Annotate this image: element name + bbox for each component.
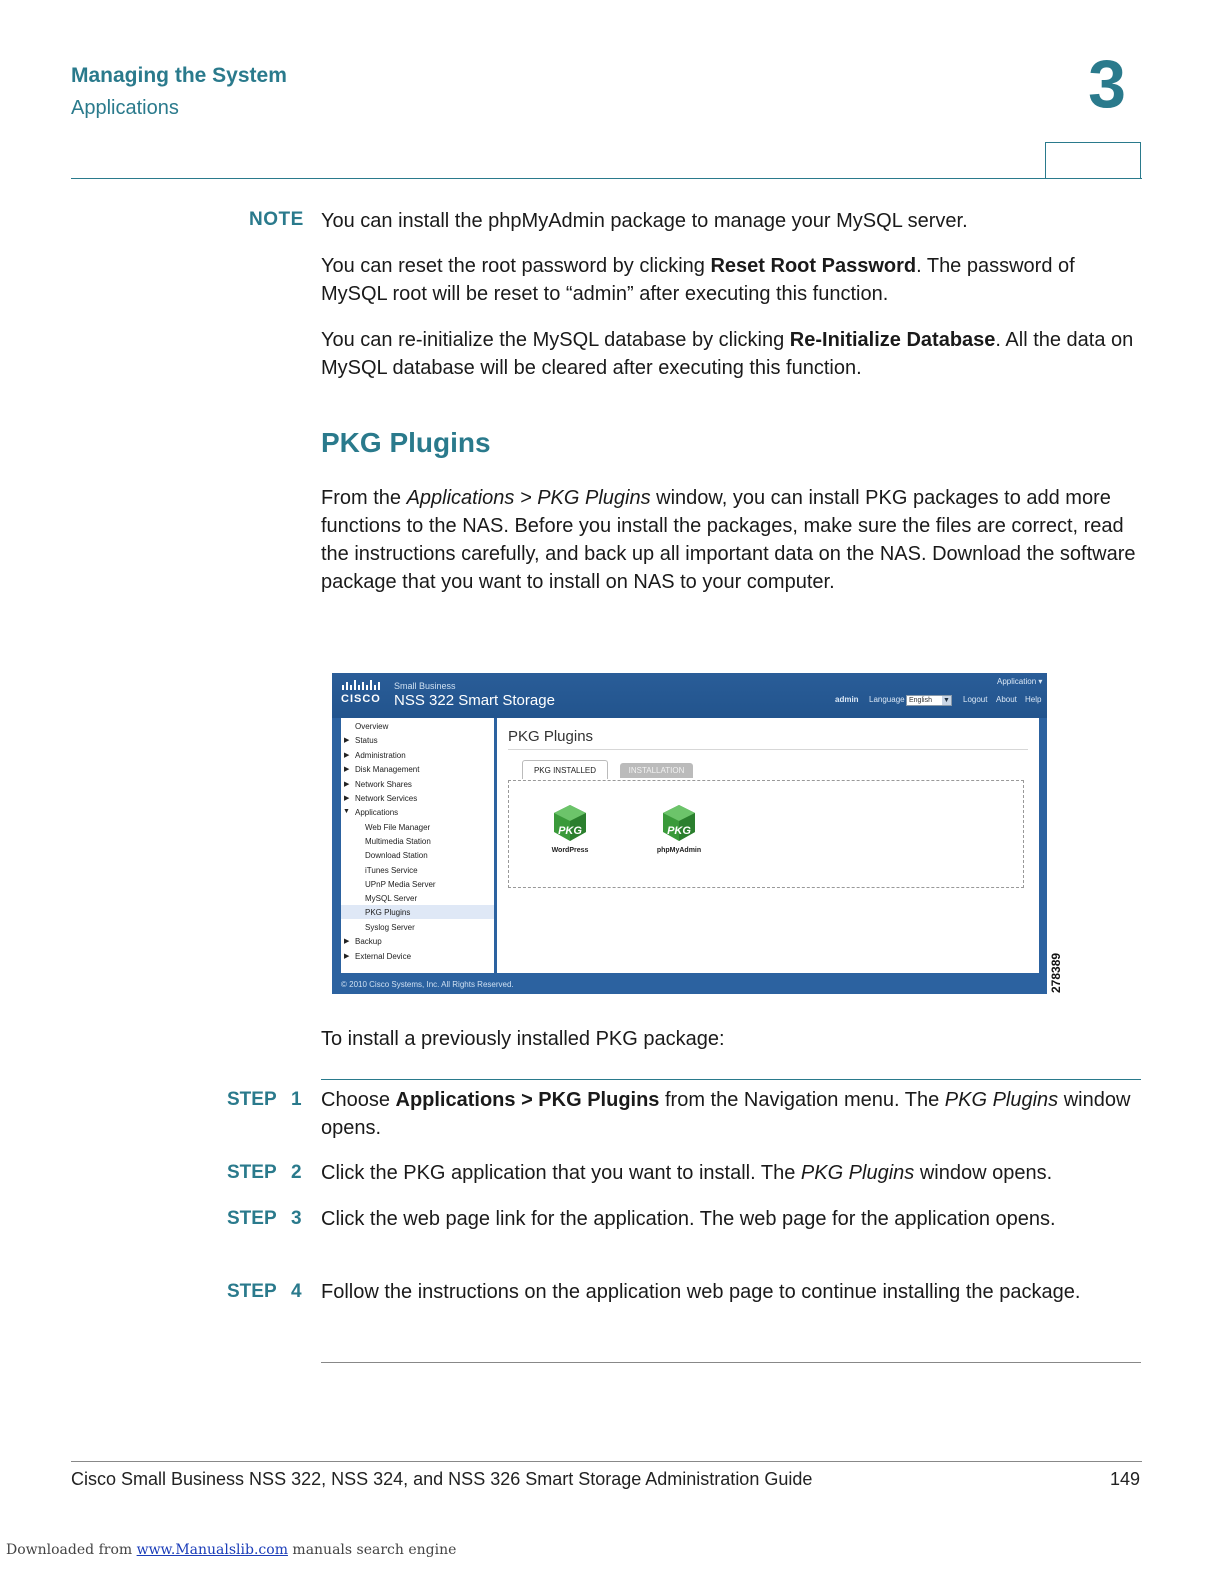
- tab-installation[interactable]: INSTALLATION: [620, 763, 693, 778]
- nav-item-administration[interactable]: Administration: [355, 751, 406, 760]
- reinit-paragraph: [321, 326, 1143, 382]
- step-1-t1: Choose: [321, 1089, 396, 1111]
- download-post: manuals search engine: [287, 1542, 457, 1558]
- pkg-icon-text: PKG: [667, 825, 691, 837]
- expand-arrow-icon[interactable]: ▶: [344, 737, 350, 744]
- figure-number-text: 278389: [1049, 952, 1063, 993]
- reset-root-password-term: Reset Root Password: [710, 255, 917, 277]
- tab-pkg-installed[interactable]: PKG INSTALLED: [522, 760, 608, 779]
- step-1-menu-path: Applications > PKG Plugins: [395, 1089, 660, 1111]
- package-name-wordpress[interactable]: WordPress: [551, 847, 589, 854]
- expand-arrow-icon[interactable]: ▶: [344, 781, 350, 788]
- reset-text-post: . The password of MySQL root will be reset to “admin” after executing this function.: [321, 255, 1075, 305]
- product-name: NSS 322 Smart Storage: [394, 692, 555, 709]
- chevron-down-icon[interactable]: ▼: [943, 697, 950, 704]
- pkg-package-icon[interactable]: [552, 804, 588, 842]
- install-intro: To install a previously installed PKG package:: [321, 1028, 725, 1050]
- step-label: STEP: [227, 1208, 277, 1229]
- nav-item-download-station[interactable]: Download Station: [365, 851, 428, 860]
- nav-item-web-file-manager[interactable]: Web File Manager: [365, 823, 431, 832]
- step-number: 3: [291, 1208, 302, 1229]
- pkg-plugins-screenshot: [332, 673, 1047, 994]
- manualslib-link[interactable]: www.Manualslib.com: [136, 1542, 288, 1558]
- step-number: 2: [291, 1162, 302, 1183]
- language-label: Language: [869, 695, 905, 704]
- pkg-icon-text: PKG: [558, 825, 582, 837]
- section-intro: [321, 484, 1143, 596]
- expand-arrow-icon[interactable]: ▶: [344, 953, 350, 960]
- reinit-text-pre: You can re-initialize the MySQL database by clicking: [321, 329, 790, 351]
- chapter-subtitle: Applications: [71, 97, 179, 119]
- user-name: admin: [835, 695, 859, 704]
- installed-packages-area: [508, 780, 1024, 888]
- figure-number: [1048, 946, 1064, 994]
- note-text: You can install the phpMyAdmin package to manage your MySQL server.: [321, 210, 968, 232]
- pkg-package-icon[interactable]: [661, 804, 697, 842]
- footer-rule: [71, 1461, 1142, 1462]
- app-header-bar: [332, 673, 1047, 718]
- collapse-arrow-icon[interactable]: ▼: [343, 808, 350, 815]
- expand-arrow-icon[interactable]: ▶: [344, 938, 350, 945]
- navigation-menu: [341, 718, 494, 973]
- chapter-number: 3: [1088, 46, 1126, 122]
- nav-item-backup[interactable]: Backup: [355, 937, 382, 946]
- step-2-t2: window opens.: [914, 1162, 1053, 1184]
- nav-item-status[interactable]: Status: [355, 736, 378, 745]
- step-label: STEP: [227, 1281, 277, 1302]
- chapter-number-box: [1045, 142, 1141, 178]
- cisco-logo-icon: [341, 679, 385, 691]
- expand-arrow-icon[interactable]: ▶: [344, 766, 350, 773]
- reset-paragraph: [321, 252, 1143, 308]
- nav-item-overview[interactable]: Overview: [355, 722, 389, 731]
- steps-top-rule: [321, 1079, 1141, 1080]
- intro-post: window, you can install PKG packages to add more functions to the NAS. Before you install the packages, make sure the files are correct, read the instructions carefully, and back up all important data on the NAS. Download the software package that you want to install on NAS to your computer.: [321, 487, 1136, 593]
- nav-item-mysql-server[interactable]: MySQL Server: [365, 894, 418, 903]
- cisco-wordmark: CISCO: [341, 693, 381, 705]
- step-1-t3: window opens.: [321, 1089, 1131, 1139]
- step-label: STEP: [227, 1089, 277, 1110]
- step-number: 4: [291, 1281, 302, 1302]
- nav-item-disk-management[interactable]: Disk Management: [355, 765, 420, 774]
- copyright-footer: © 2010 Cisco Systems, Inc. All Rights Reserved.: [341, 980, 514, 989]
- logout-link[interactable]: Logout: [963, 695, 988, 704]
- step-3-text: Click the web page link for the application. The web page for the application opens.: [321, 1208, 1056, 1230]
- reinit-text-post: . All the data on MySQL database will be cleared after executing this function.: [321, 329, 1134, 379]
- note-label: NOTE: [249, 209, 304, 230]
- nav-item-network-services[interactable]: Network Services: [355, 794, 418, 803]
- section-heading: PKG Plugins: [321, 427, 491, 458]
- expand-arrow-icon[interactable]: ▶: [344, 752, 350, 759]
- nav-item-pkg-plugins[interactable]: PKG Plugins: [365, 908, 411, 917]
- brand-small-business: Small Business: [394, 681, 456, 691]
- step-1-window-name: PKG Plugins: [944, 1089, 1059, 1111]
- nav-item-external-device[interactable]: External Device: [355, 952, 412, 961]
- application-menu[interactable]: Application ▾: [997, 677, 1043, 686]
- step-1-t2: from the Navigation menu. The: [659, 1089, 945, 1111]
- header-rule: [71, 178, 1142, 179]
- reinit-database-term: Re-Initialize Database: [789, 329, 996, 351]
- nav-item-upnp-media-server[interactable]: UPnP Media Server: [365, 880, 436, 889]
- nav-item-network-shares[interactable]: Network Shares: [355, 780, 412, 789]
- step-2-t1: Click the PKG application that you want to install. The: [321, 1162, 801, 1184]
- intro-window-path: Applications > PKG Plugins: [406, 487, 651, 509]
- step-4-text: Follow the instructions on the application web page to continue installing the package.: [321, 1281, 1081, 1303]
- about-link[interactable]: About: [996, 695, 1017, 704]
- nav-item-syslog-server[interactable]: Syslog Server: [365, 923, 415, 932]
- reset-text-pre: You can reset the root password by clicking: [321, 255, 711, 277]
- help-link[interactable]: Help: [1025, 695, 1042, 704]
- nav-item-itunes-service[interactable]: iTunes Service: [365, 866, 418, 875]
- download-notice: [6, 1542, 456, 1558]
- chapter-title: Managing the System: [71, 64, 287, 87]
- language-select[interactable]: English: [906, 695, 952, 706]
- panel-title: PKG Plugins: [508, 728, 594, 745]
- main-panel: [497, 718, 1039, 973]
- download-pre: Downloaded from: [6, 1542, 137, 1558]
- expand-arrow-icon[interactable]: ▶: [344, 795, 350, 802]
- page-number: 149: [1109, 1469, 1140, 1489]
- step-number: 1: [291, 1089, 302, 1110]
- step-label: STEP: [227, 1162, 277, 1183]
- title-divider: [508, 749, 1028, 750]
- steps-bottom-rule: [321, 1362, 1141, 1363]
- step-2-window-name: PKG Plugins: [800, 1162, 915, 1184]
- intro-pre: From the: [321, 487, 407, 509]
- step-2-text: [321, 1159, 1151, 1187]
- guide-title: Cisco Small Business NSS 322, NSS 324, and NSS 326 Smart Storage Administration Guide: [71, 1469, 813, 1489]
- nav-item-multimedia-station[interactable]: Multimedia Station: [365, 837, 431, 846]
- step-1-text: [321, 1086, 1143, 1142]
- nav-selection-highlight: [341, 905, 494, 919]
- nav-item-applications[interactable]: Applications: [355, 808, 399, 817]
- package-name-phpmyadmin[interactable]: phpMyAdmin: [656, 847, 702, 854]
